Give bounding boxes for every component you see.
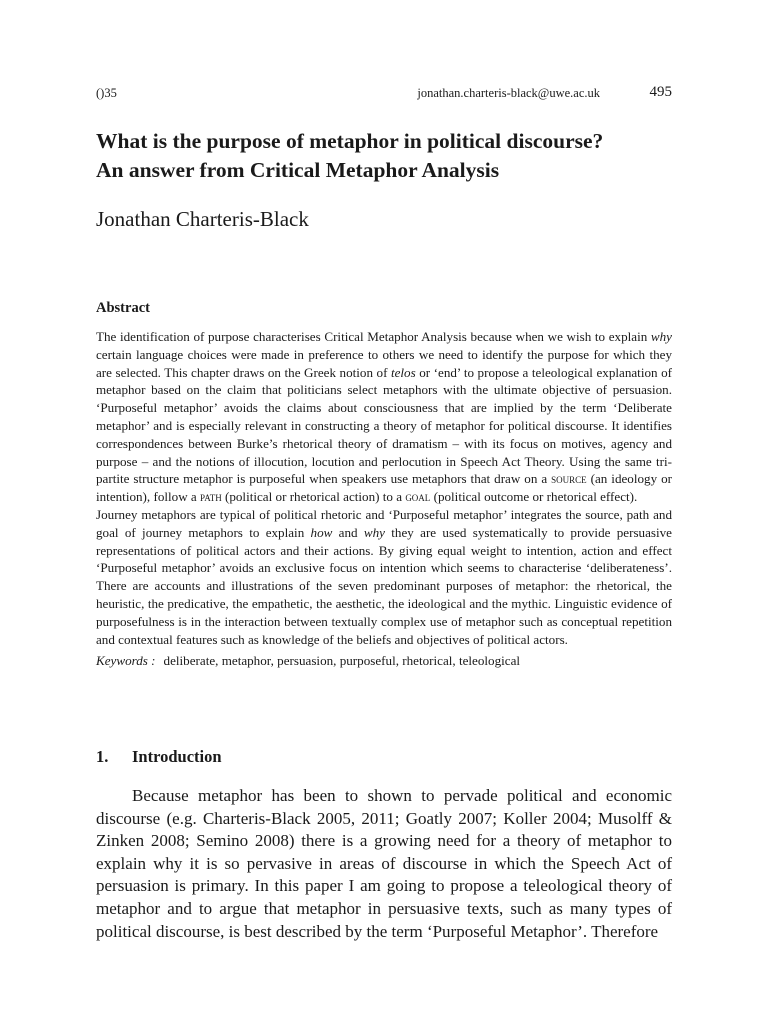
abstract-paragraph-1 [96, 328, 672, 506]
emphasis-why: why [363, 524, 385, 540]
author-name: Jonathan Charteris-Black [96, 207, 309, 231]
smallcaps-path: path [200, 489, 222, 505]
title-line-1: What is the purpose of metaphor in political discourse? [96, 129, 604, 153]
abstract-text: The identification of purpose characterises Critical Metaphor Analysis because when we wish to explain [96, 329, 651, 344]
smallcaps-goal: goal [405, 489, 431, 505]
emphasis-why: why [650, 329, 672, 344]
keywords [96, 652, 672, 670]
abstract-text: Journey metaphors are typical of political rhetoric and ‘Purposeful metaphor’ integrates the source, path and goal of journey metaphors to explain [96, 506, 672, 540]
section-title: Introduction [132, 747, 222, 766]
abstract-heading: Abstract [96, 300, 150, 316]
abstract-paragraph-2 [96, 506, 672, 648]
abstract-text: they are used systematically to provide persuasive representations of political actors and their actions. By giving equal weight to intention, action and effect ‘Purposeful metaphor’ avoids an exclusive focus on intention which seems to characterise ‘deliberateness’. There are accounts and illustrations of the seven predominant purposes of metaphor: the rhetorical, the heuristic, the predicative, the empathetic, the aesthetic, the ideological and the mythic. Linguistic evidence of purposefulness is in the interaction between textually complex use of metaphor such as conceptual repetition and contextual features such as knowledge of the beliefs and objectives of political actors. [96, 524, 672, 647]
abstract-text: (political outcome or rhetorical effect). [430, 489, 638, 505]
abstract [96, 298, 672, 670]
title-line-2: An answer from Critical Metaphor Analysis [96, 158, 500, 182]
keywords-label: Keywords : [96, 653, 156, 669]
emphasis-telos: telos [390, 364, 416, 380]
paper-title [96, 127, 672, 185]
running-head [96, 86, 672, 104]
abstract-text: or ‘end’ to propose a teleological explanation of metaphor based on the claim that politicians select metaphors with the ultimate objective of persuasion. ‘Purposeful metaphor’ avoids the claims about consciousness that are implied by the term ‘Deliberate metaphor’ and is especially relevant in constructing a theory of metaphor for political discourse. It identifies correspondences between Burke’s rhetorical theory of dramatism – with its focus on motives, agency and purpose – and the notions of illocution, locution and perlocution in Speech Act Theory. Using the same tri-partite structure metaphor is purposeful when speakers use metaphors that draw on a [96, 364, 672, 487]
abstract-text: (an ideology or intention), follow a [96, 471, 672, 505]
abstract-text: certain language choices were made in preference to others we need to identify the purpose for which they are selected. This chapter draws on the Greek notion of [96, 346, 672, 380]
section-number: 1. [96, 747, 109, 766]
emphasis-how: how [310, 524, 333, 540]
running-head-left: ()35 [96, 86, 117, 100]
abstract-text: (political or rhetorical action) to a [221, 489, 406, 505]
author-email: jonathan.charteris-black@uwe.ac.uk [417, 86, 600, 100]
body-paragraph: Because metaphor has been to shown to pervade political and economic discourse (e.g. Charteris-Black 2005, 2011; Goatly 2007; Koller 2004; Musolff & Zinken 2008; Semino 2008) there is a growing need for a theory of metaphor to explain why it is so pervasive in areas of discourse in which the Speech Act of persuasion is primary. In this paper I am going to propose a teleological theory of metaphor and to argue that metaphor in persuasive texts, such as many types of political discourse, is best described by the term ‘Purposeful Metaphor’. Therefore [96, 786, 672, 941]
page-number: 495 [649, 84, 672, 100]
abstract-text: and [332, 524, 364, 540]
keywords-list: deliberate, metaphor, persuasion, purposeful, rhetorical, teleological [163, 653, 521, 669]
section-heading [96, 746, 672, 768]
smallcaps-source: source [551, 471, 587, 487]
